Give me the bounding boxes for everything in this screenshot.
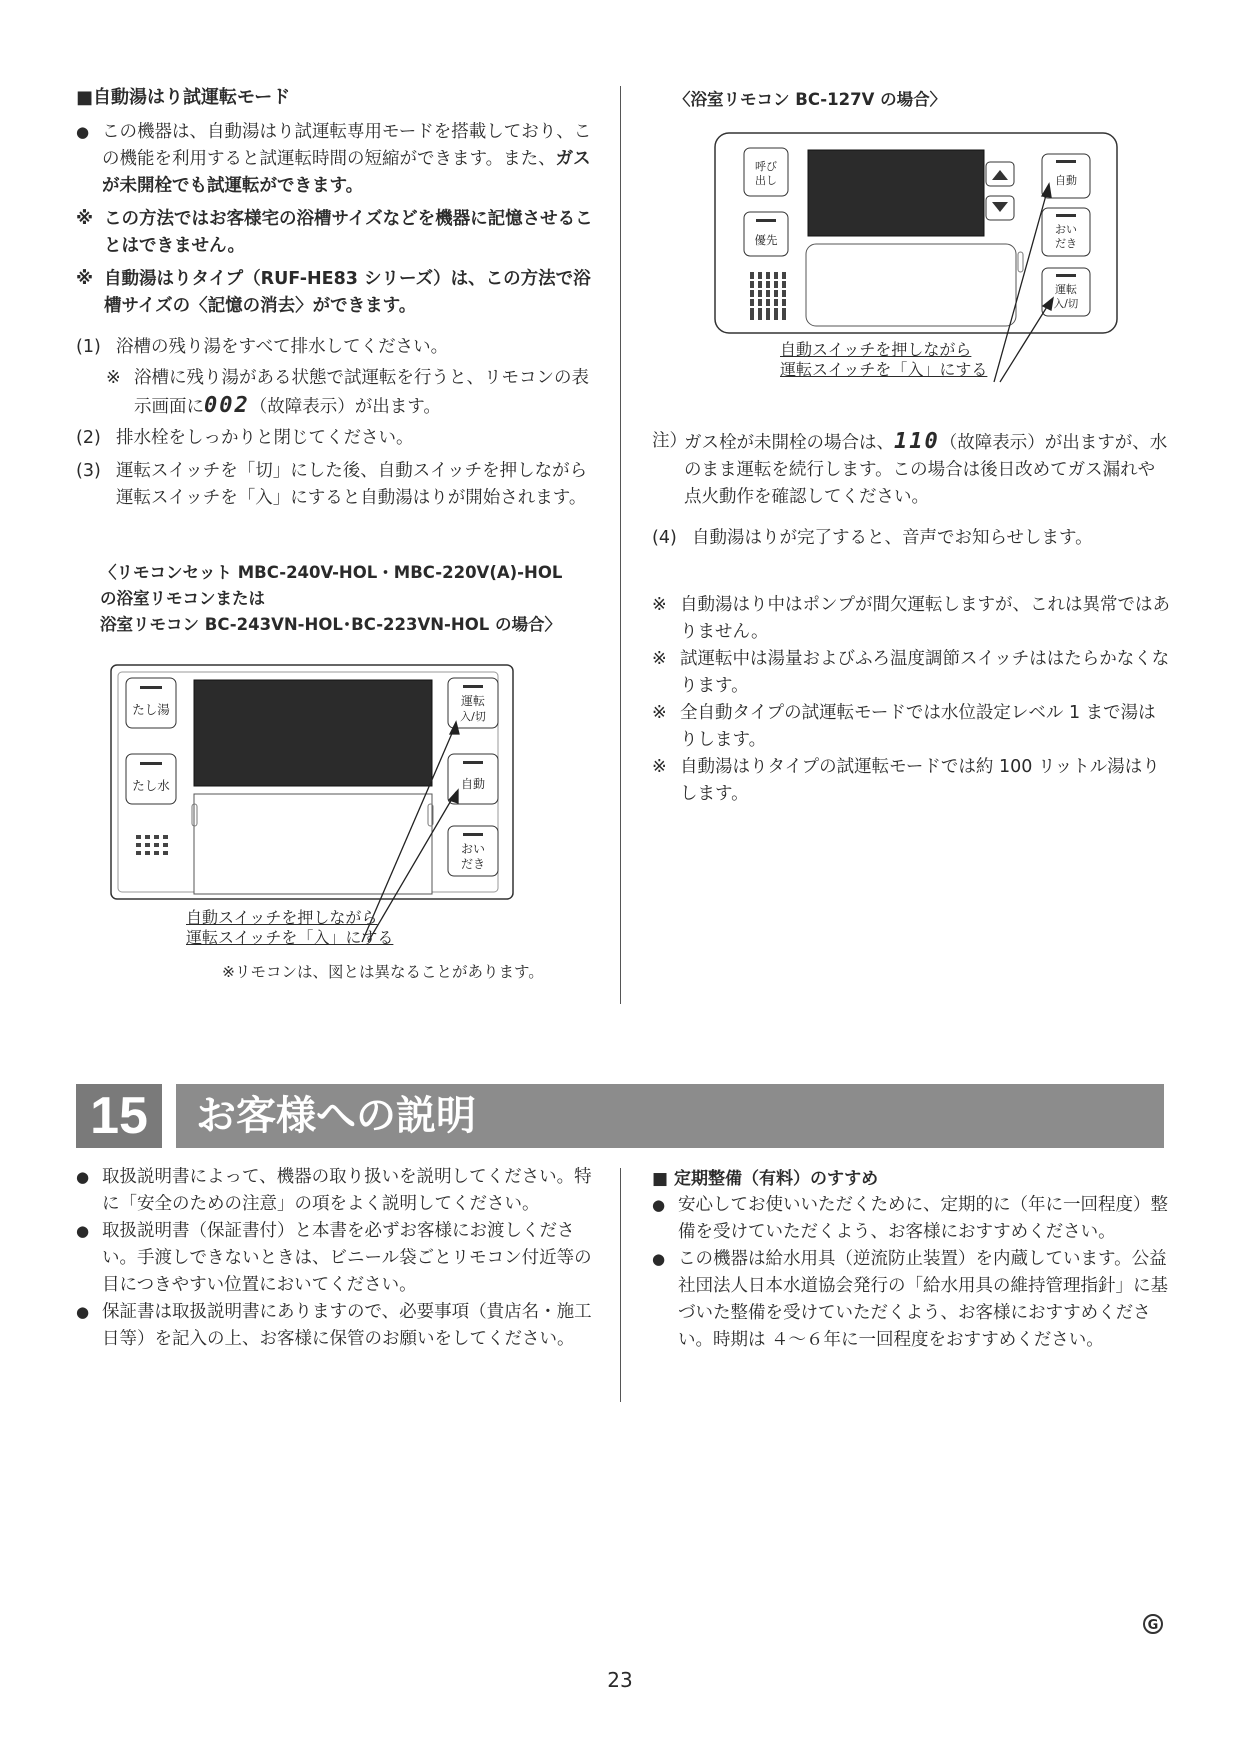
remote-b-lower-panel [806, 244, 1016, 326]
jido-b-label: 自動 [1055, 174, 1077, 187]
note-memory-text: この方法ではお客様宅の浴槽サイズなどを機器に記憶させることはできません。 [104, 209, 593, 256]
remark-3-text: 全自動タイプの試運転モードでは水位設定レベル 1 まで湯はりします。 [680, 703, 1156, 750]
section-right [652, 1166, 1172, 1354]
step-1-number: (1) [76, 337, 101, 357]
unten-button[interactable] [448, 678, 498, 728]
oidaki-b-label-top: おい [1055, 223, 1077, 236]
section-heading: ■自動湯はり試運転モード [76, 87, 291, 108]
column-divider-bottom [620, 1168, 621, 1402]
intro-bold-text: ガスが未開栓でも試運転ができます。 [102, 149, 591, 196]
step-4 [652, 525, 1172, 552]
oidaki-button[interactable] [448, 826, 498, 876]
oidaki-b-label-bottom: だき [1055, 237, 1077, 250]
step-1-text: 浴槽の残り湯をすべて排水してください。 [116, 337, 449, 357]
remote-a-lower-panel [194, 794, 432, 894]
yobidashi-label-bottom: 出し [755, 174, 777, 187]
oidaki-button-b[interactable] [1042, 208, 1090, 256]
explain-bullet-2: ● 取扱説明書（保証書付）と本書を必ずお客様にお渡しください。手渡しできないときは、ビニール袋ごとリモコン付近等の目につきやすい位置においてください。 [76, 1218, 596, 1299]
remark-2: ※ 試運転中は湯量およびふろ温度調節スイッチははたらかなくなります。 [652, 649, 1170, 696]
step-4-text: 自動湯はりが完了すると、音声でお知らせします。 [692, 528, 1093, 548]
remote-a-caption-line-1: 自動スイッチを押しながら [186, 908, 378, 927]
remark-4-text: 自動湯はりタイプの試運転モードでは約 100 リットル湯はりします。 [680, 757, 1160, 804]
step-4-number: (4) [652, 528, 677, 548]
yusen-label: 優先 [754, 233, 778, 247]
g-mark-icon: G [1143, 1614, 1163, 1634]
remote-b-caption-line-1: 自動スイッチを押しながら [780, 340, 972, 359]
intro-text: この機器は、自動湯はり試運転専用モードを搭載しており、この機能を利用すると試運転時間の短縮ができます。また、 [102, 122, 592, 169]
step-1-note-suffix: （故障表示）が出ます。 [249, 397, 441, 417]
remote-a-display [194, 680, 432, 786]
yobidashi-button[interactable] [744, 148, 788, 196]
tashimizu-label: たし水 [132, 778, 170, 793]
remote-a-caption [186, 908, 393, 948]
remark-3: ※ 全自動タイプの試運転モードでは水位設定レベル 1 まで湯はりします。 [652, 703, 1156, 750]
caution-text-suffix: （故障表示）が出ますが、水のまま運転を続行します。この場合は後日改めてガス漏れや点火動作を確認してください。 [684, 433, 1168, 507]
oidaki-label-bottom: だき [460, 857, 486, 871]
remote-b-caption-line-2: 運転スイッチを「入」にする [780, 360, 988, 379]
section-left [76, 1164, 596, 1353]
unten-label-bottom: 入/切 [460, 710, 486, 723]
caution-note [652, 428, 1172, 511]
remark-1-text: 自動湯はり中はポンプが間欠運転しますが、これは異常ではありません。 [680, 595, 1170, 642]
right-column-text [652, 428, 1172, 808]
unten-b-label-bottom: 入/切 [1053, 298, 1079, 310]
step-1 [76, 334, 596, 361]
maintenance-bullet-1: ● 安心してお使いいただくために、定期的に（年に一回程度）整備を受けていただくよう、お客様におすすめください。 [652, 1192, 1172, 1246]
step-1-note: ※ 浴槽に残り湯がある状態で試運転を行うと、リモコンの表示画面に002（故障表示）が出ます。 [106, 368, 589, 418]
remark-4: ※ 自動湯はりタイプの試運転モードでは約 100 リットル湯はりします。 [652, 757, 1160, 804]
intro-bullet [76, 119, 596, 200]
caution-mark: 注） [652, 431, 687, 451]
error-code-110: 110 [894, 429, 940, 454]
step-3-text: 運転スイッチを「切」にした後、自動スイッチを押しながら運転スイッチを「入」にすると自動湯はりが開始されます。 [116, 461, 588, 508]
yusen-button[interactable] [744, 212, 788, 256]
yobidashi-label-top: 呼び [755, 160, 777, 173]
oidaki-label-top: おい [460, 842, 486, 856]
note-erase-text: 自動湯はりタイプ（RUF-HE83 シリーズ）は、この方法で浴槽サイズの〈記憶の消去〉ができます。 [104, 269, 591, 316]
explain-bullet-3: ● 保証書は取扱説明書にありますので、必要事項（貴店名・施工日等）を記入の上、お客様に保管のお願いをしてください。 [76, 1299, 596, 1353]
step-2-text: 排水栓をしっかりと閉じてください。 [116, 428, 414, 448]
remote-a-title-line-3: 浴室リモコン BC-243VN-HOL･BC-223VN-HOL の場合〉 [100, 615, 562, 634]
remote-a-title [100, 560, 620, 638]
unten-label-top: 運転 [460, 694, 486, 708]
section-number: 15 [76, 1084, 162, 1148]
tashimizu-button[interactable] [126, 754, 176, 804]
step-2-number: (2) [76, 428, 101, 448]
remote-b-title: 〈浴室リモコン BC-127V の場合〉 [674, 90, 947, 109]
note-memory: ※ この方法ではお客様宅の浴槽サイズなどを機器に記憶させることはできません。 [76, 209, 593, 256]
step-3 [76, 458, 596, 512]
caution-text: ガス栓が未開栓の場合は、 [684, 433, 894, 453]
remote-a-title-line-1: 〈リモコンセット MBC-240V-HOL・MBC-220V(A)-HOL [100, 563, 563, 582]
remote-footnote: ※リモコンは、図とは異なることがあります。 [222, 963, 544, 981]
left-column [76, 84, 596, 512]
remote-b-caption [780, 340, 987, 380]
remark-2-text: 試運転中は湯量およびふろ温度調節スイッチははたらかなくなります。 [680, 649, 1170, 696]
down-button[interactable] [986, 196, 1014, 220]
maintenance-heading: ■ 定期整備（有料）のすすめ [652, 1169, 879, 1189]
error-code-002: 002 [204, 393, 250, 418]
jido-label: 自動 [460, 777, 486, 791]
note-erase: ※ 自動湯はりタイプ（RUF-HE83 シリーズ）は、この方法で浴槽サイズの〈記憶の消去〉ができます。 [76, 269, 591, 316]
remark-1: ※ 自動湯はり中はポンプが間欠運転しますが、これは異常ではありません。 [652, 595, 1170, 642]
maintenance-bullet-2: ● この機器は給水用具（逆流防止装置）を内蔵しています。公益社団法人日本水道協会発行の「給水用具の維持管理指針」に基づいた整備を受けていただくよう、お客様におすすめください。時期は ４～６年に一回程度をおすすめください。 [652, 1246, 1172, 1354]
section-title: お客様への説明 [196, 1093, 476, 1139]
tashiyu-button[interactable] [126, 678, 176, 728]
remote-b-display [808, 150, 984, 236]
unten-b-label-top: 運転 [1055, 283, 1077, 296]
column-divider-top [620, 86, 621, 1004]
explain-bullet-1: ● 取扱説明書によって、機器の取り扱いを説明してください。特に「安全のための注意」の項をよく説明してください。 [76, 1164, 596, 1218]
up-button[interactable] [986, 162, 1014, 186]
remote-a-caption-line-2: 運転スイッチを「入」にする [186, 928, 394, 947]
step-2 [76, 425, 596, 452]
step-3-number: (3) [76, 461, 101, 481]
remote-a-title-line-2: の浴室リモコンまたは [100, 589, 265, 608]
step-1-note-text: 浴槽に残り湯がある状態で試運転を行うと、リモコンの表示画面に [134, 368, 589, 417]
tashiyu-label: たし湯 [132, 702, 170, 717]
page-number: 23 [607, 1668, 633, 1692]
